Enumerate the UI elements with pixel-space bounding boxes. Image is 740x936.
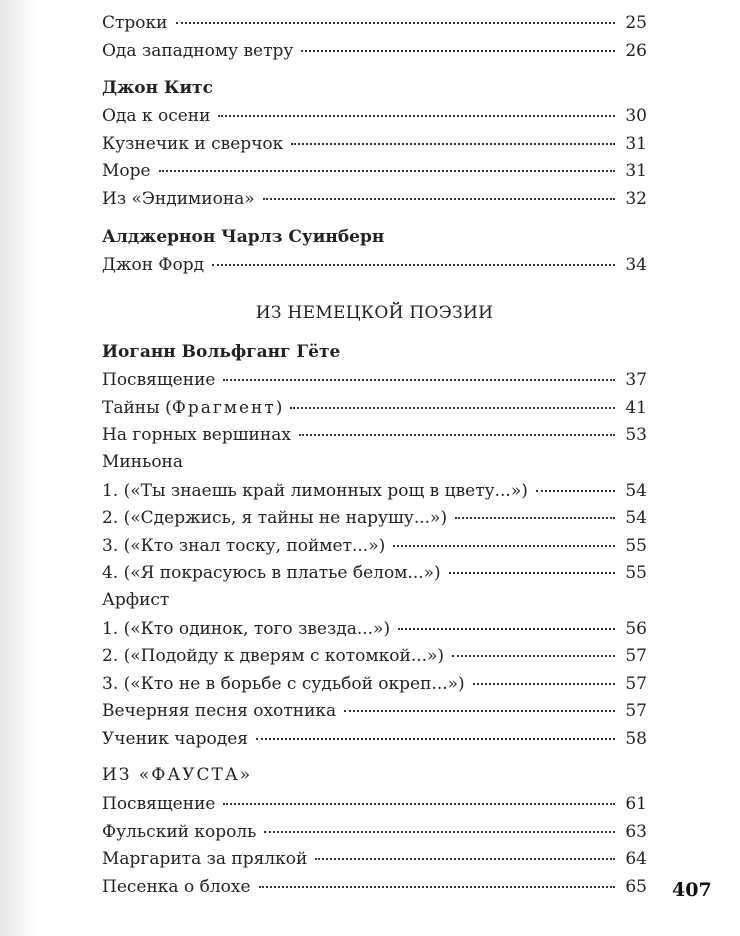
entry-title: Ученик чародея <box>102 728 249 749</box>
dot-leader <box>299 417 615 436</box>
entry-title: 3. («Кто знал тоску, поймет...») <box>102 535 386 556</box>
dot-leader <box>452 638 615 657</box>
entry-title: Кузнечик и сверчок <box>102 133 284 154</box>
page-edge-shadow <box>0 0 40 936</box>
entry-page: 55 <box>625 563 647 584</box>
entry-title: Море <box>102 161 151 182</box>
dot-leader <box>223 786 615 805</box>
author-heading: Джон Китс <box>102 78 213 99</box>
dot-leader <box>212 247 615 266</box>
entry-page: 57 <box>625 646 647 667</box>
dot-leader <box>301 33 615 52</box>
dot-leader <box>455 500 615 519</box>
dot-leader <box>449 555 615 574</box>
entry-title: 1. («Кто одинок, того звезда...») <box>102 618 391 639</box>
entry-page: 56 <box>625 618 647 639</box>
page-number: 407 <box>672 879 712 901</box>
author-heading: Иоганн Вольфганг Гёте <box>102 342 341 363</box>
dot-leader <box>159 153 615 172</box>
toc-entry <box>102 873 647 901</box>
entry-title: 2. («Сдержись, я тайны не нарушу...») <box>102 508 448 529</box>
entry-page: 58 <box>625 728 647 749</box>
entry-page: 61 <box>625 794 647 815</box>
entry-title: Вечерняя песня охотника <box>102 701 337 722</box>
entry-page: 54 <box>625 508 647 529</box>
entry-page: 57 <box>625 701 647 722</box>
entry-title: Тайны (Фрагмент) <box>102 397 283 418</box>
toc-entry <box>102 421 647 449</box>
entry-title: На горных вершинах <box>102 425 291 446</box>
entry-page: 37 <box>625 370 647 391</box>
toc-entry <box>102 725 647 753</box>
entry-page: 55 <box>625 535 647 556</box>
dot-leader <box>218 98 615 117</box>
dot-leader <box>176 5 616 24</box>
subheading: Арфист <box>102 589 170 610</box>
entry-page: 26 <box>625 40 647 61</box>
subheading: Миньона <box>102 451 184 472</box>
entry-title: 3. («Кто не в борьбе с судьбой окреп...») <box>102 673 465 694</box>
entry-title: 4. («Я покрасуюсь в платье белом...») <box>102 563 441 584</box>
entry-title: Фульский король <box>102 821 257 842</box>
dot-leader <box>315 841 615 860</box>
dot-leader <box>291 126 615 145</box>
table-of-contents <box>102 9 647 900</box>
dot-leader <box>223 362 615 381</box>
section-title: ИЗ НЕМЕЦКОЙ ПОЭЗИИ <box>255 303 494 324</box>
dot-leader <box>259 869 615 888</box>
entry-page: 65 <box>625 876 647 897</box>
dot-leader <box>393 528 615 547</box>
entry-title: Джон Форд <box>102 254 205 275</box>
dot-leader <box>536 473 615 492</box>
entry-page: 30 <box>625 106 647 127</box>
dot-leader <box>264 814 615 833</box>
entry-title: 2. («Подойду к дверям с котомкой...») <box>102 646 445 667</box>
toc-entry <box>102 559 647 587</box>
dot-leader <box>473 666 615 685</box>
entry-page: 53 <box>625 425 647 446</box>
entry-title: Ода западному ветру <box>102 40 294 61</box>
entry-title: Посвящение <box>102 370 216 391</box>
entry-page: 34 <box>625 254 647 275</box>
entry-title: Ода к осени <box>102 106 211 127</box>
entry-page: 64 <box>625 849 647 870</box>
entry-title: Посвящение <box>102 794 216 815</box>
entry-title: Из «Эндимиона» <box>102 188 255 209</box>
entry-title: Строки <box>102 13 168 33</box>
entry-page: 63 <box>625 821 647 842</box>
author-heading: Алджернон Чарлз Суинберн <box>102 226 385 247</box>
entry-title: 1. («Ты знаешь край лимонных рощ в цвету...») <box>102 480 528 501</box>
entry-page: 32 <box>625 188 647 209</box>
toc-entry <box>102 185 647 213</box>
dot-leader <box>256 721 615 740</box>
subsection-heading: ИЗ «ФАУСТА» <box>102 765 253 786</box>
entry-title: Маргарита за прялкой <box>102 849 308 870</box>
dot-leader <box>263 181 615 200</box>
dot-leader <box>344 693 615 712</box>
entry-page: 41 <box>625 397 647 418</box>
entry-page: 31 <box>625 161 647 182</box>
entry-page: 54 <box>625 480 647 501</box>
dot-leader <box>290 390 615 409</box>
entry-page: 57 <box>625 673 647 694</box>
toc-entry <box>102 251 647 279</box>
dot-leader <box>398 611 615 630</box>
entry-title: Песенка о блохе <box>102 876 251 897</box>
entry-page: 31 <box>625 133 647 154</box>
toc-entry <box>102 37 647 65</box>
entry-page: 25 <box>625 13 647 33</box>
